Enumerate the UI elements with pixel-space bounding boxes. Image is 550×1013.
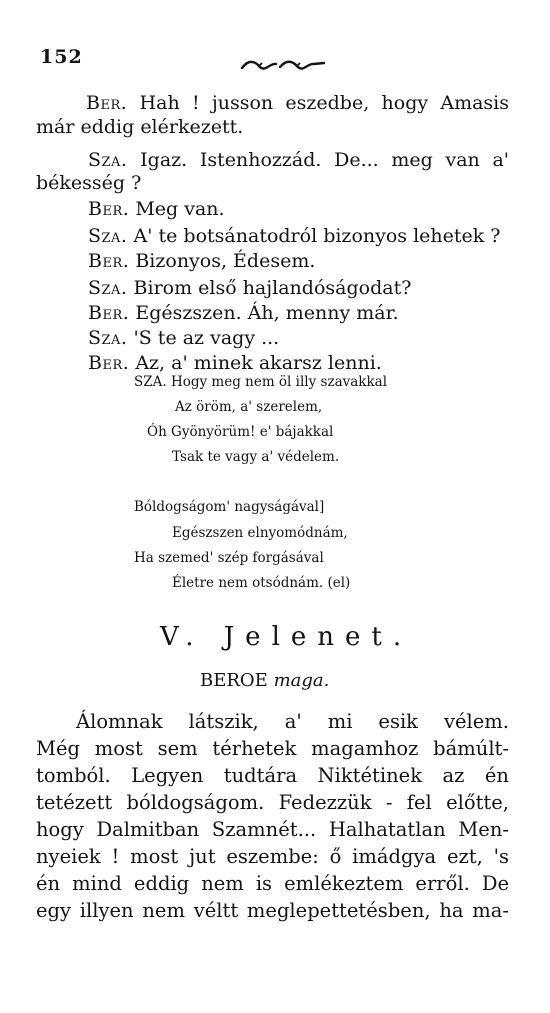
verse-text: Hogy meg nem öl illy szavakkal bbox=[170, 374, 388, 390]
speaker-tag: Sza. bbox=[88, 277, 128, 299]
character-name: BEROE bbox=[200, 670, 268, 691]
verse-line: Az öröm, a' szerelem, bbox=[175, 399, 323, 415]
dialogue-text: Bizonyos, Édesem. bbox=[135, 250, 316, 272]
dialogue-text: békesség ? bbox=[36, 172, 142, 194]
prose-line: Még most sem térhetek magamhoz bámúlt- bbox=[36, 737, 509, 760]
prose-line: tetézett bóldogságom. Fedezzük - fel előtte, bbox=[36, 791, 509, 814]
prose-line: egy illyen nem véltt meglepettetésben, ha ma- bbox=[36, 899, 509, 922]
dialogue-text: Meg van. bbox=[135, 198, 225, 220]
speaker-tag: Ber. bbox=[88, 250, 130, 272]
prose-line: tomból. Legyen tudtára Niktétinek az én bbox=[36, 764, 509, 787]
dialogue-line bbox=[88, 352, 382, 374]
prose-line: Álomnak látszik, a' mi esik vélem. bbox=[76, 710, 509, 733]
stage-note: maga. bbox=[273, 670, 330, 691]
prose-line: én mind eddig nem is emlékeztem erről. De bbox=[36, 872, 509, 895]
speaker-tag: Ber. bbox=[88, 198, 130, 220]
speaker-tag: Sza. bbox=[88, 225, 128, 247]
verse-line: Egészszen elnyomódnám, bbox=[172, 525, 348, 541]
page-number: 152 bbox=[40, 46, 83, 68]
dialogue-text: már eddig elérkezett. bbox=[36, 116, 244, 138]
stage-direction bbox=[200, 670, 329, 691]
scene-heading: V. Jelenet. bbox=[160, 622, 413, 652]
verse-speaker: SZA. bbox=[134, 374, 167, 390]
dialogue-text: A' te botsánatodról bizonyos lehetek ? bbox=[133, 225, 501, 247]
verse-line bbox=[134, 374, 387, 390]
dialogue-text: Birom első hajlandóságodat? bbox=[133, 277, 412, 299]
dialogue-text: Igaz. Istenhozzád. De... meg van a' bbox=[140, 149, 509, 171]
verse-line: Ha szemed' szép forgásával bbox=[134, 550, 324, 566]
prose-line: hogy Dalmitban Szamnét... Halhatatlan Men- bbox=[36, 818, 509, 841]
dialogue-line bbox=[88, 277, 411, 299]
verse-line: Óh Gyönyörüm! e' bájakkal bbox=[147, 424, 334, 440]
dialogue-line bbox=[36, 92, 509, 114]
dialogue-text: 'S te az vagy ... bbox=[133, 327, 280, 349]
dialogue-text: Hah ! jusson eszedbe, hogy Amasis bbox=[139, 92, 509, 114]
verse-line: Életre nem otsódnám. (el) bbox=[172, 575, 351, 591]
dialogue-text: Az, a' minek akarsz lenni. bbox=[135, 352, 382, 374]
speaker-tag: Ber. bbox=[88, 352, 130, 374]
speaker-tag: Sza. bbox=[88, 149, 128, 171]
dialogue-line bbox=[88, 327, 279, 349]
ornament-flourish-icon bbox=[240, 58, 326, 74]
dialogue-line bbox=[36, 172, 141, 194]
verse-line: Tsak te vagy a' védelem. bbox=[172, 449, 340, 465]
speaker-tag: Ber. bbox=[86, 92, 128, 114]
dialogue-line bbox=[88, 225, 501, 247]
speaker-tag: Ber. bbox=[88, 302, 130, 324]
dialogue-line bbox=[88, 250, 315, 272]
prose-line: nyeiek ! most jut eszembe: ő imádgya ezt, 's bbox=[36, 845, 509, 868]
dialogue-line bbox=[88, 302, 399, 324]
dialogue-text: Egészszen. Áh, menny már. bbox=[135, 302, 399, 324]
verse-line: Bóldogságom' nagyságával] bbox=[134, 499, 325, 515]
speaker-tag: Sza. bbox=[88, 327, 128, 349]
dialogue-line bbox=[88, 198, 225, 220]
dialogue-line bbox=[36, 149, 509, 171]
dialogue-line bbox=[36, 116, 243, 138]
